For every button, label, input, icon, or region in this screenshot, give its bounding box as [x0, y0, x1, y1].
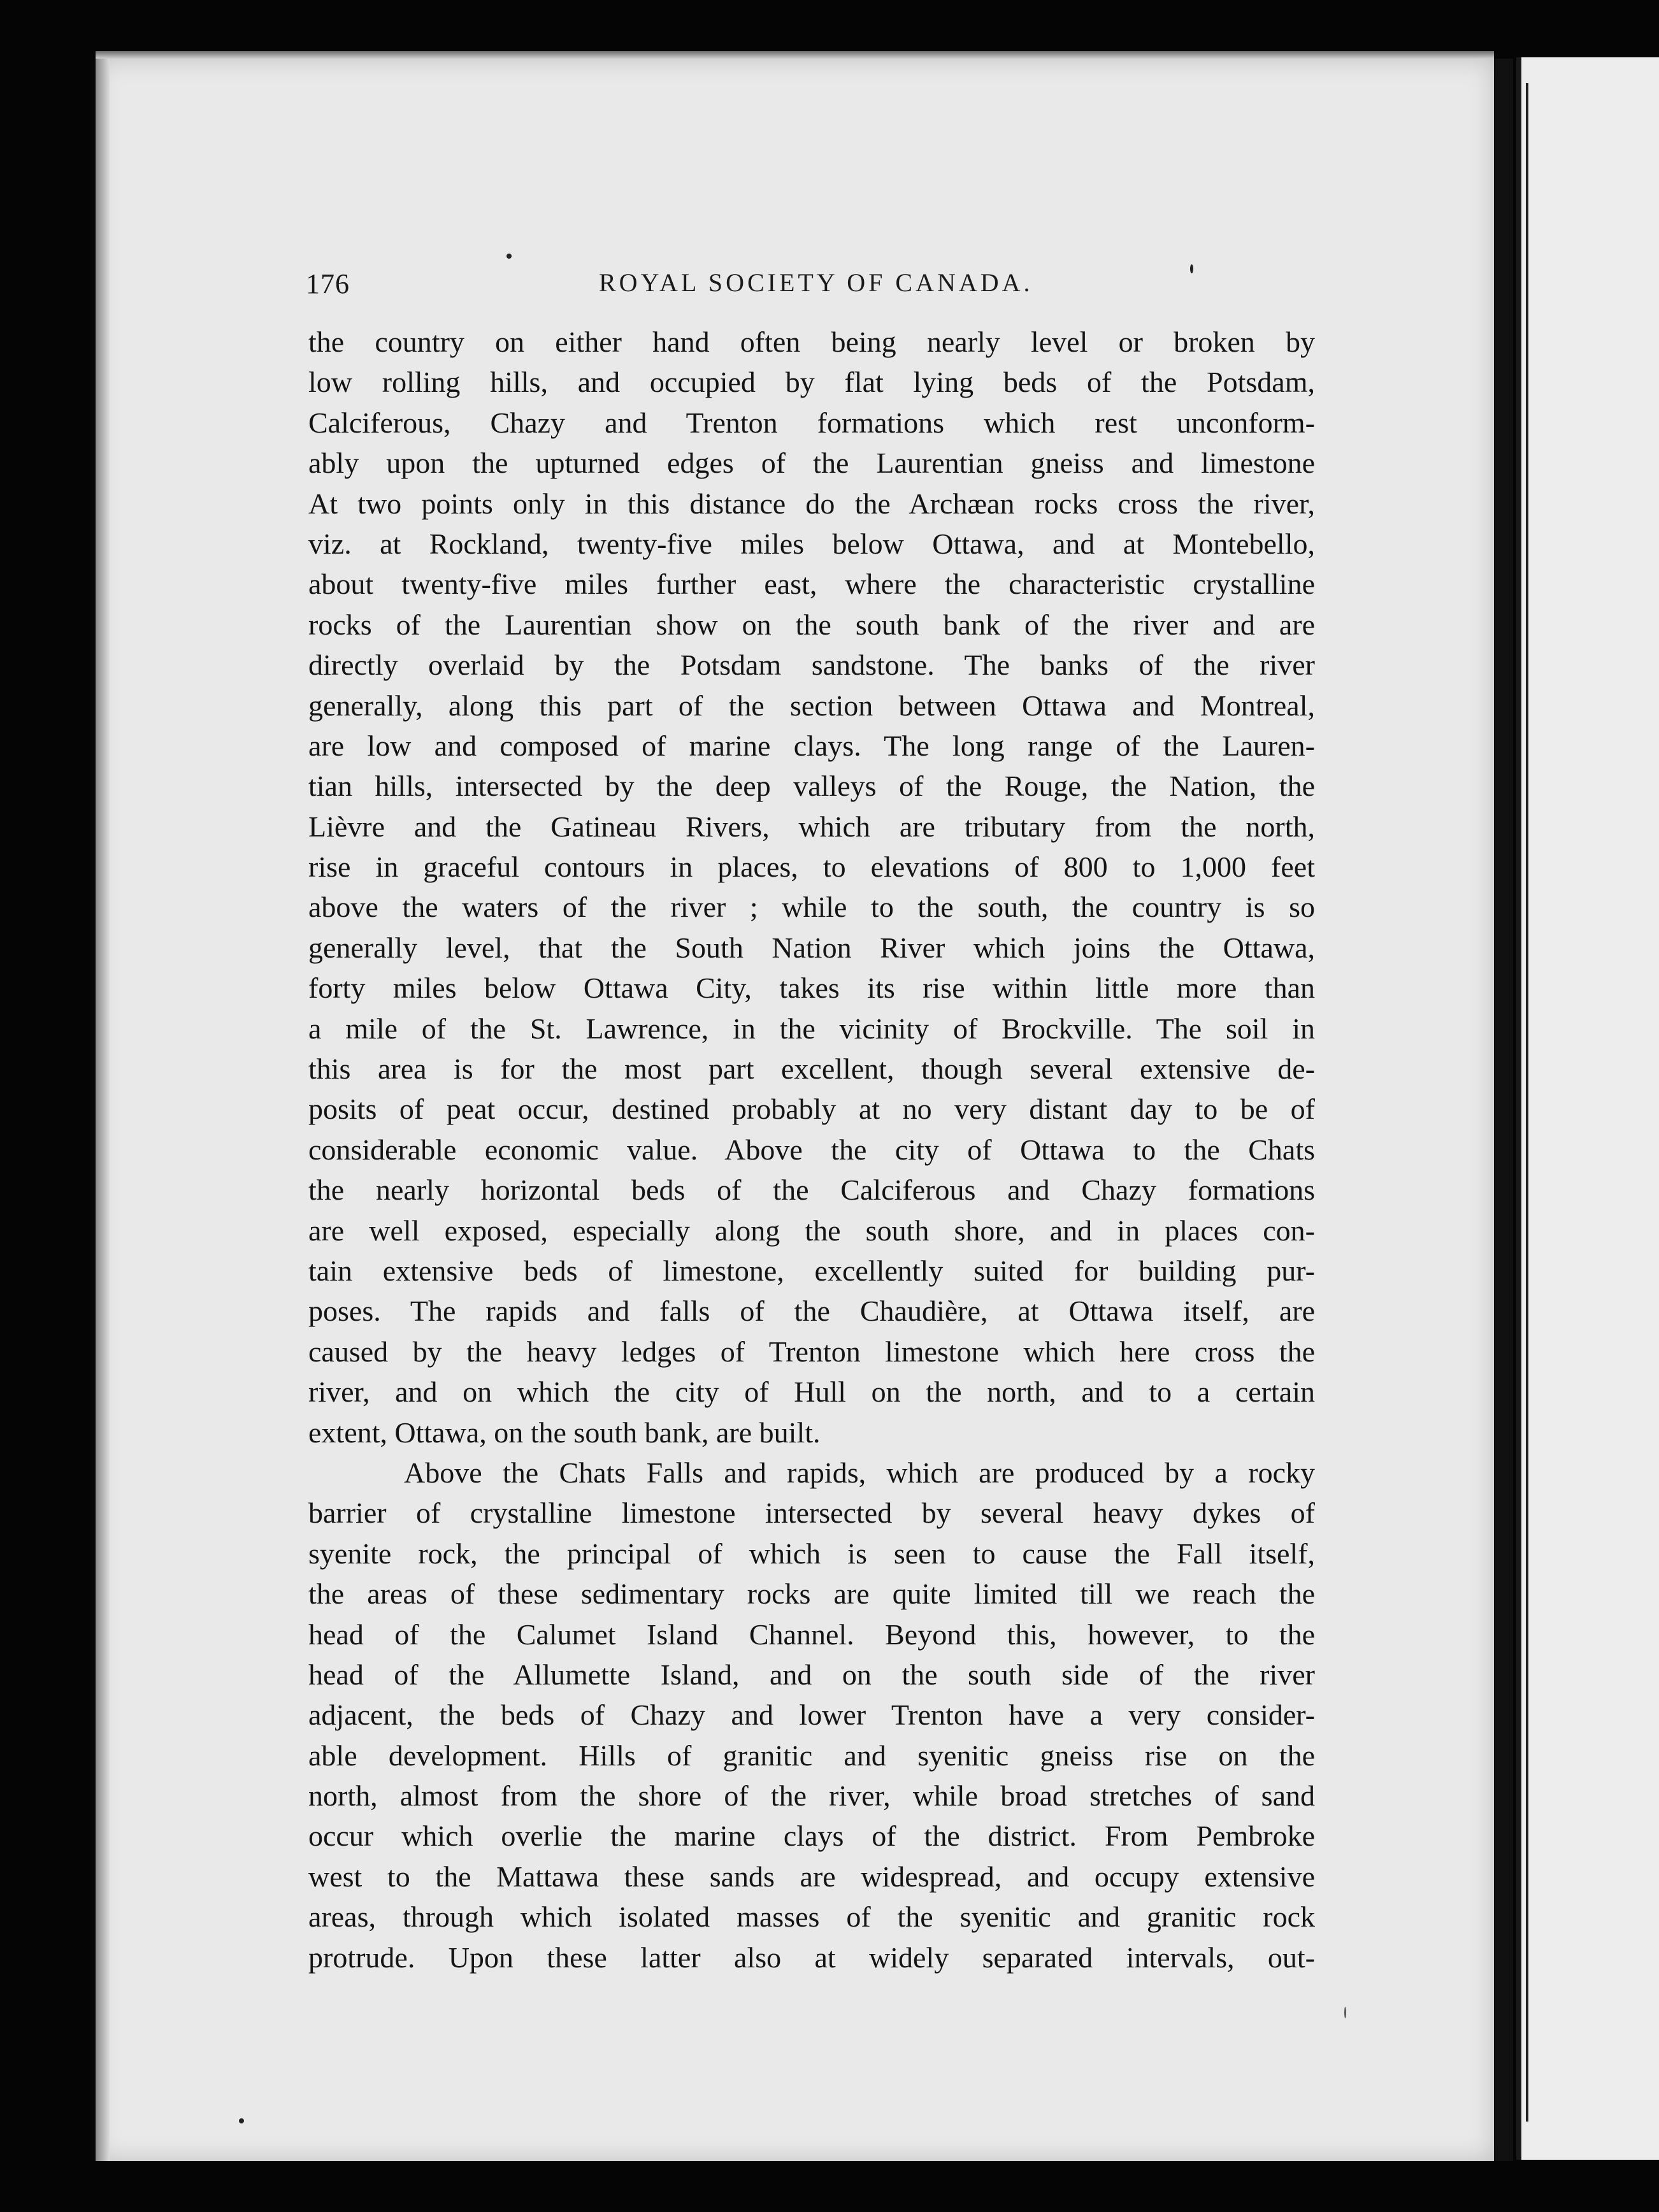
- text-line: syenite rock, the principal of which is seen to cause the Fall itself,: [308, 1537, 1315, 1570]
- paragraph-1: [308, 322, 1315, 1453]
- text-line: generally, along this part of the section between Ottawa and Montreal,: [308, 689, 1315, 722]
- text-line: north, almost from the shore of the river, while broad stretches of sand: [308, 1779, 1315, 1813]
- body-text: [308, 322, 1315, 1978]
- adjacent-page: [1516, 57, 1659, 2160]
- text-line: adjacent, the beds of Chazy and lower Trenton have a very consider-: [308, 1698, 1315, 1732]
- print-speck: [506, 254, 512, 259]
- text-line: above the waters of the river ; while to the south, the country is so: [308, 891, 1315, 924]
- page-number: 176: [306, 268, 350, 299]
- text-line: directly overlaid by the Potsdam sandstone. The banks of the river: [308, 649, 1315, 682]
- text-line: considerable economic value. Above the city of Ottawa to the Chats: [308, 1133, 1315, 1166]
- page-header: [306, 268, 1363, 306]
- text-line: the country on either hand often being nearly level or broken by: [308, 326, 1315, 358]
- text-line: this area is for the most part excellent, though several extensive de-: [308, 1052, 1315, 1086]
- text-line: caused by the heavy ledges of Trenton limestone which here cross the: [308, 1335, 1315, 1368]
- text-line: Calciferous, Chazy and Trenton formations which rest unconform-: [308, 406, 1315, 439]
- text-line: viz. at Rockland, twenty-five miles below Ottawa, and at Montebello,: [308, 527, 1315, 560]
- text-line: are well exposed, especially along the south shore, and in places con-: [308, 1214, 1315, 1247]
- text-line: forty miles below Ottawa City, takes its rise within little more than: [308, 972, 1315, 1005]
- text-line: rocks of the Laurentian show on the south bank of the river and are: [308, 608, 1315, 641]
- running-head: ROYAL SOCIETY OF CANADA.: [599, 268, 1033, 297]
- text-line: extent, Ottawa, on the south bank, are built.: [308, 1416, 821, 1449]
- text-line: rise in graceful contours in places, to elevations of 800 to 1,000 feet: [308, 851, 1315, 884]
- text-line: the areas of these sedimentary rocks are quite limited till we reach the: [308, 1577, 1315, 1611]
- text-line: occur which overlie the marine clays of the district. From Pembroke: [308, 1820, 1315, 1853]
- text-line: tian hills, intersected by the deep valleys of the Rouge, the Nation, the: [308, 770, 1315, 803]
- text-line: poses. The rapids and falls of the Chaudière, at Ottawa itself, are: [308, 1295, 1315, 1328]
- print-speck: [1344, 2007, 1346, 2018]
- text-line: able development. Hills of granitic and syenitic gneiss rise on the: [308, 1739, 1315, 1772]
- text-line: ably upon the upturned edges of the Laurentian gneiss and limestone: [308, 447, 1315, 480]
- text-line: posits of peat occur, destined probably at no very distant day to be of: [308, 1093, 1315, 1126]
- text-line: protrude. Upon these latter also at widely separated intervals, out-: [308, 1941, 1315, 1974]
- text-line: generally level, that the South Nation River which joins the Ottawa,: [308, 931, 1315, 964]
- page-left-edge: [96, 59, 110, 2161]
- text-line: about twenty-five miles further east, where the characteristic crystalline: [308, 568, 1315, 601]
- text-line: the nearly horizontal beds of the Calciferous and Chazy formations: [308, 1174, 1315, 1207]
- text-line: barrier of crystalline limestone intersected by several heavy dykes of: [308, 1497, 1315, 1530]
- text-line: head of the Allumette Island, and on the south side of the river: [308, 1658, 1315, 1691]
- print-speck: [239, 2118, 244, 2123]
- page-gutter-shadow: [1494, 59, 1513, 2161]
- text-line: areas, through which isolated masses of the syenitic and granitic rock: [308, 1900, 1315, 1934]
- text-line: At two points only in this distance do the Archæan rocks cross the river,: [308, 487, 1315, 520]
- text-line: low rolling hills, and occupied by flat lying beds of the Potsdam,: [308, 366, 1315, 399]
- paragraph-2: [308, 1453, 1315, 1978]
- text-line: Lièvre and the Gatineau Rivers, which are tributary from the north,: [308, 810, 1315, 843]
- text-line: are low and composed of marine clays. The long range of the Lauren-: [308, 729, 1315, 762]
- text-line: head of the Calumet Island Channel. Beyond this, however, to the: [308, 1618, 1315, 1651]
- text-line: Above the Chats Falls and rapids, which are produced by a rocky: [404, 1456, 1315, 1489]
- text-line: river, and on which the city of Hull on the north, and to a certain: [308, 1375, 1315, 1409]
- text-line: tain extensive beds of limestone, excellently suited for building pur-: [308, 1254, 1315, 1287]
- text-line: west to the Mattawa these sands are widespread, and occupy extensive: [308, 1860, 1315, 1893]
- text-line: a mile of the St. Lawrence, in the vicinity of Brockville. The soil in: [308, 1012, 1315, 1045]
- adjacent-page-edge: [1526, 83, 1528, 2122]
